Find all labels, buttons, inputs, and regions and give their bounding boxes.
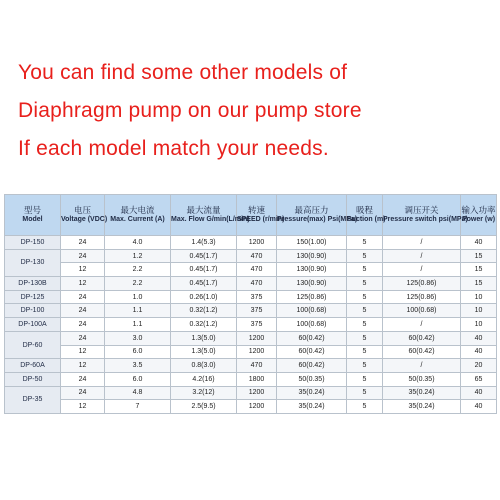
table-cell: 0.8(3.0) [171,359,237,373]
column-header-en: Voltage (VDC) [61,216,108,224]
column-header-cn: 调压开关 [404,205,439,216]
table-cell: 130(0.90) [277,277,347,291]
table-cell: 130(0.90) [277,263,347,277]
table-cell: 7 [105,400,171,414]
table-cell: 375 [237,318,277,332]
table-cell: 12 [61,400,105,414]
table-cell: 0.45(1.7) [171,249,237,263]
table-cell: 12 [61,277,105,291]
column-header-en: Max. Flow G/min(L/min) [171,216,250,224]
table-row [5,359,497,373]
model-cell: DP-100 [5,304,61,318]
table-cell: 375 [237,290,277,304]
table-cell: 0.45(1.7) [171,277,237,291]
table-cell: 35(0.24) [277,386,347,400]
table-cell: 50(0.35) [277,372,347,386]
table-cell: 0.45(1.7) [171,263,237,277]
table-cell: 375 [237,304,277,318]
table-cell: 1200 [237,386,277,400]
table-cell: 1.1 [105,318,171,332]
model-cell: DP-60 [5,331,61,358]
model-cell: DP-130B [5,277,61,291]
table-row [5,304,497,318]
table-cell: 12 [61,263,105,277]
column-header-en: Pressure switch psi(MPa) [383,216,468,224]
table-cell: 150(1.00) [277,236,347,250]
column-header-en: Max. Current (A) [110,216,165,224]
model-cell: DP-125 [5,290,61,304]
table-cell: 24 [61,318,105,332]
table-cell: 4.0 [105,236,171,250]
column-header-en: Suction (m) [347,216,386,224]
table-row [5,331,497,345]
table-cell: 15 [461,249,497,263]
table-cell: 100(0.68) [277,304,347,318]
table-cell: 1.0 [105,290,171,304]
column-header [105,195,171,236]
table-row [5,318,497,332]
table-cell: 60(0.42) [277,331,347,345]
table-cell: 24 [61,386,105,400]
table-cell: 470 [237,277,277,291]
table-cell: 65 [461,372,497,386]
table-cell: 5 [347,359,383,373]
table-row [5,236,497,250]
table-cell: 6.0 [105,345,171,359]
column-header [461,195,497,236]
table-cell: 35(0.24) [277,400,347,414]
table-header [5,195,497,236]
table-cell: 60(0.42) [383,331,461,345]
column-header-cn: 最大电流 [120,205,155,216]
table-cell: 5 [347,263,383,277]
table-cell: 5 [347,331,383,345]
table-cell: 470 [237,249,277,263]
table-cell: 5 [347,400,383,414]
table-row [5,345,497,359]
table-cell: 0.26(1.0) [171,290,237,304]
table-row [5,290,497,304]
column-header [171,195,250,236]
table-row [5,372,497,386]
column-header [5,195,61,236]
table-cell: 10 [461,290,497,304]
table-cell: 40 [461,400,497,414]
column-header-cn: 最大流量 [186,205,221,216]
table-cell: 5 [347,372,383,386]
table-cell: 40 [461,236,497,250]
table-cell: 12 [61,359,105,373]
table-cell: 5 [347,345,383,359]
table-cell: 5 [347,277,383,291]
table-cell: 4.8 [105,386,171,400]
table-cell: 1.3(5.0) [171,331,237,345]
spec-table-container [4,194,496,414]
table-cell: 24 [61,290,105,304]
table-cell: 5 [347,386,383,400]
table-cell: 1.1 [105,304,171,318]
table-cell: 1200 [237,236,277,250]
table-cell: / [383,249,461,263]
model-cell: DP-35 [5,386,61,413]
table-cell: 50(0.35) [383,372,461,386]
table-cell: 470 [237,359,277,373]
table-cell: / [383,359,461,373]
table-row [5,400,497,414]
column-header [347,195,386,236]
column-header-cn: 最高压力 [294,205,329,216]
table-cell: / [383,236,461,250]
table-cell: 5 [347,249,383,263]
table-cell: 12 [61,345,105,359]
table-cell: 15 [461,277,497,291]
table-cell: 1.3(5.0) [171,345,237,359]
table-cell: 1200 [237,331,277,345]
model-cell: DP-50 [5,372,61,386]
table-cell: 100(0.68) [277,318,347,332]
table-cell: 4.2(16) [171,372,237,386]
column-header [61,195,108,236]
table-cell: 1800 [237,372,277,386]
table-cell: 15 [461,263,497,277]
table-cell: 130(0.90) [277,249,347,263]
table-cell: 2.2 [105,277,171,291]
column-header-en: Model [22,216,43,224]
column-header [237,195,285,236]
table-cell: 24 [61,304,105,318]
headline-line-3: If each model match your needs. [18,137,329,160]
table-cell: 10 [461,318,497,332]
table-cell: 3.5 [105,359,171,373]
table-cell: 1200 [237,400,277,414]
column-header-cn: 输入功率 [461,205,496,216]
column-header-cn: 转速 [247,205,265,216]
table-cell: 60(0.42) [277,359,347,373]
table-cell: 35(0.24) [383,386,461,400]
pump-spec-table [4,194,497,414]
table-cell: 40 [461,386,497,400]
table-cell: 60(0.42) [277,345,347,359]
column-header-en: Power (w) [461,216,496,224]
table-cell: 100(0.68) [383,304,461,318]
header-row [5,195,497,236]
table-cell: 24 [61,372,105,386]
table-cell: 3.0 [105,331,171,345]
table-cell: 24 [61,331,105,345]
model-cell: DP-60A [5,359,61,373]
table-cell: / [383,263,461,277]
table-cell: 24 [61,249,105,263]
column-header [277,195,358,236]
table-cell: 5 [347,318,383,332]
table-cell: 1.2 [105,249,171,263]
column-header-en: SPEED (r/min) [237,216,285,224]
model-cell: DP-150 [5,236,61,250]
column-header-cn: 吸程 [355,205,373,216]
table-cell: 35(0.24) [383,400,461,414]
model-cell: DP-100A [5,318,61,332]
table-cell: 2.2 [105,263,171,277]
table-cell: 24 [61,236,105,250]
table-cell: 0.32(1.2) [171,318,237,332]
table-cell: 1.4(5.3) [171,236,237,250]
table-cell: 0.32(1.2) [171,304,237,318]
table-cell: 10 [461,304,497,318]
table-cell: 5 [347,236,383,250]
table-cell: 40 [461,331,497,345]
table-row [5,249,497,263]
table-cell: 5 [347,304,383,318]
table-row [5,263,497,277]
headline-line-2: Diaphragm pump on our pump store [18,99,362,122]
table-cell: 470 [237,263,277,277]
table-cell: 3.2(12) [171,386,237,400]
table-row [5,277,497,291]
table-cell: 20 [461,359,497,373]
table-cell: 125(0.86) [383,277,461,291]
table-cell: 6.0 [105,372,171,386]
table-row [5,386,497,400]
table-cell: 40 [461,345,497,359]
table-cell: 1200 [237,345,277,359]
table-cell: 125(0.86) [277,290,347,304]
column-header-en: Pressure(max) Psi(MPa) [277,216,358,224]
column-header [383,195,468,236]
table-cell: 5 [347,290,383,304]
column-header-cn: 型号 [23,205,41,216]
column-header-cn: 电压 [73,205,91,216]
headline-line-1: You can find some other models of [18,61,348,84]
table-body [5,236,497,414]
table-cell: 125(0.86) [383,290,461,304]
table-cell: / [383,318,461,332]
table-cell: 60(0.42) [383,345,461,359]
model-cell: DP-130 [5,249,61,276]
table-cell: 2.5(9.5) [171,400,237,414]
